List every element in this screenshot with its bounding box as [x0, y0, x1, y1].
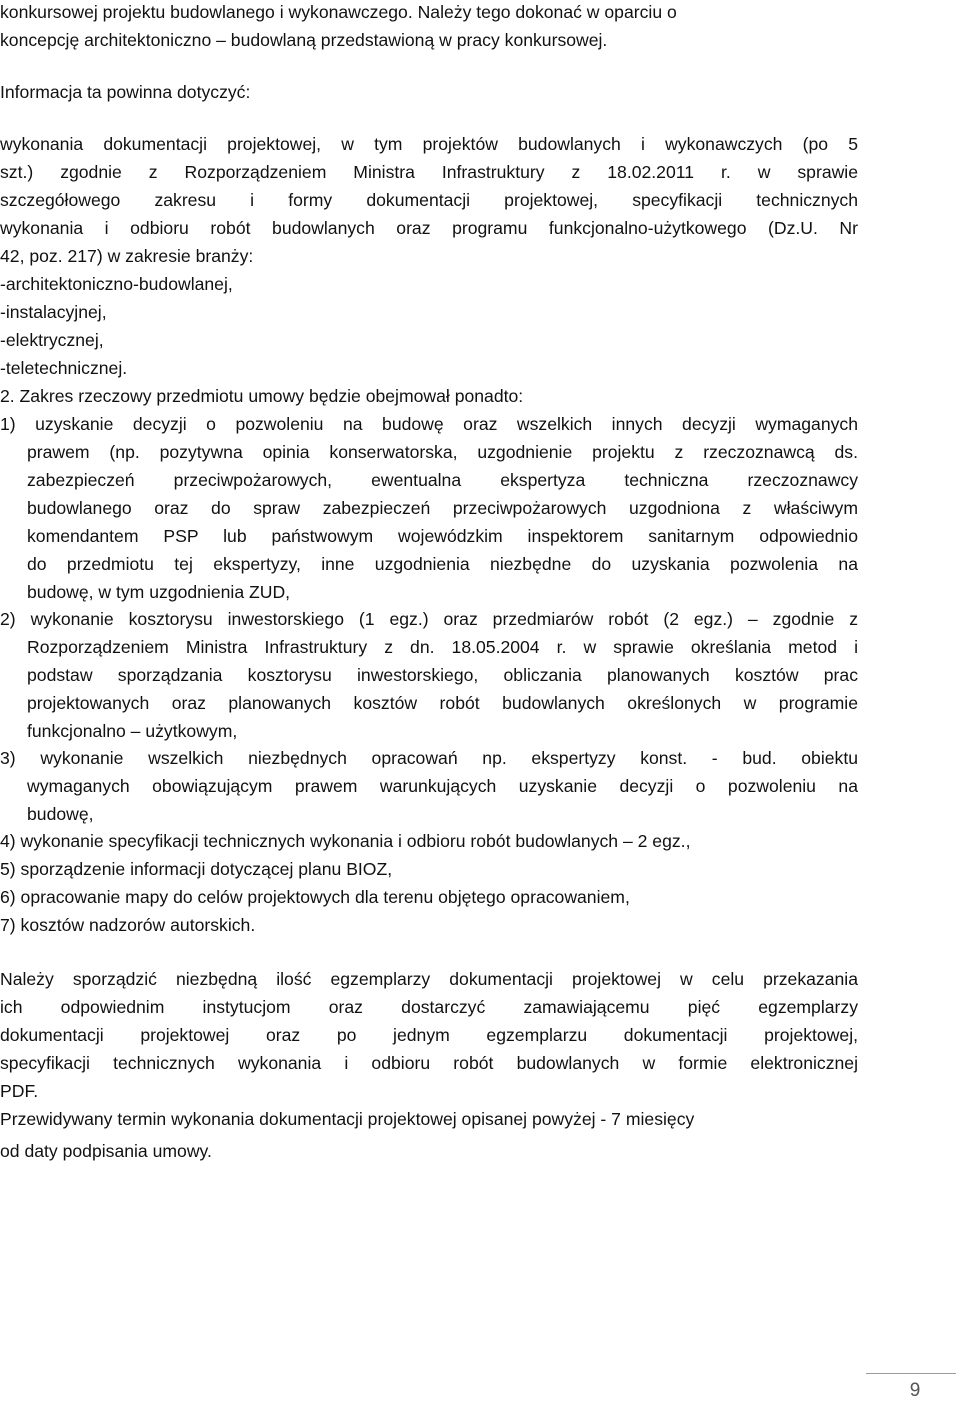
text-line: budowlanego oraz do spraw zabezpieczeń przeciwpożarowych uzgodniona z właściwym	[27, 498, 858, 518]
text-line: Należy sporządzić niezbędną ilość egzemplarzy dokumentacji projektowej w celu przekazania	[0, 969, 858, 989]
text-line: do przedmiotu tej ekspertyzy, inne uzgodnienia niezbędne do uzyskania pozwolenia na	[27, 554, 858, 574]
text-line: budowę,	[27, 804, 94, 824]
text-line: szt.) zgodnie z Rozporządzeniem Ministra Infrastruktury z 18.02.2011 r. w sprawie	[0, 162, 858, 182]
text-line: podstaw sporządzania kosztorysu inwestorskiego, obliczania planowanych kosztów prac	[27, 665, 858, 685]
list-item: -teletechnicznej.	[0, 358, 128, 378]
text-line: szczegółowego zakresu i formy dokumentacji projektowej, specyfikacji technicznych	[0, 190, 858, 210]
list-item: -instalacyjnej,	[0, 302, 107, 322]
text-line: 3) wykonanie wszelkich niezbędnych opracowań np. ekspertyzy konst. - bud. obiektu	[0, 748, 858, 768]
text-line: funkcjonalno – użytkowym,	[27, 721, 238, 741]
text-line: dokumentacji projektowej oraz po jednym egzemplarzu dokumentacji projektowej,	[0, 1025, 858, 1045]
text-line: prawem (np. pozytywna opinia konserwatorska, uzgodnienie projektu z rzeczoznawcą ds.	[27, 442, 858, 462]
list-item: 7) kosztów nadzorów autorskich.	[0, 915, 256, 935]
text-line: 2) wykonanie kosztorysu inwestorskiego (1 egz.) oraz przedmiarów robót (2 egz.) – zgodnie z	[0, 609, 858, 629]
text-line: wykonania dokumentacji projektowej, w tym projektów budowlanych i wykonawczych (po 5	[0, 134, 858, 154]
footer-rule	[866, 1373, 956, 1374]
text-line: wymaganych obowiązującym prawem warunkujących uzyskanie decyzji o pozwoleniu na	[27, 776, 858, 796]
list-item: 6) opracowanie mapy do celów projektowych dla terenu objętego opracowaniem,	[0, 887, 630, 907]
text-line: zabezpieczeń przeciwpożarowych, ewentualna ekspertyza techniczna rzeczoznawcy	[27, 470, 858, 490]
text-line: od daty podpisania umowy.	[0, 1141, 212, 1161]
text-line: specyfikacji technicznych wykonania i odbioru robót budowlanych w formie elektronicznej	[0, 1053, 858, 1073]
text-line: ich odpowiednim instytucjom oraz dostarczyć zamawiającemu pięć egzemplarzy	[0, 997, 858, 1017]
text-line: konkursowej projektu budowlanego i wykonawczego. Należy tego dokonać w oparciu o	[0, 2, 677, 22]
text-line: komendantem PSP lub państwowym wojewódzkim inspektorem sanitarnym odpowiednio	[27, 526, 858, 546]
text-line: koncepcję architektoniczno – budowlaną przedstawioną w pracy konkursowej.	[0, 30, 608, 50]
text-line: wykonania i odbioru robót budowlanych oraz programu funkcjonalno-użytkowego (Dz.U. Nr	[0, 218, 858, 238]
list-item: -elektrycznej,	[0, 330, 104, 350]
text-line: budowę, w tym uzgodnienia ZUD,	[27, 582, 291, 602]
text-line: 42, poz. 217) w zakresie branży:	[0, 246, 254, 266]
section-heading: 2. Zakres rzeczowy przedmiotu umowy będzie obejmował ponadto:	[0, 386, 524, 406]
list-item: -architektoniczno-budowlanej,	[0, 274, 233, 294]
text-line: PDF.	[0, 1081, 39, 1101]
text-line: Rozporządzeniem Ministra Infrastruktury z dn. 18.05.2004 r. w sprawie określania metod i	[27, 637, 858, 657]
list-item: 4) wykonanie specyfikacji technicznych wykonania i odbioru robót budowlanych – 2 egz.,	[0, 831, 691, 851]
list-item: 5) sporządzenie informacji dotyczącej planu BIOZ,	[0, 859, 393, 879]
page-number: 9	[909, 1380, 921, 1401]
text-line: 1) uzyskanie decyzji o pozwoleniu na budowę oraz wszelkich innych decyzji wymaganych	[0, 414, 858, 434]
text-line: Informacja ta powinna dotyczyć:	[0, 82, 251, 102]
text-line: Przewidywany termin wykonania dokumentacji projektowej opisanej powyżej - 7 miesięcy	[0, 1109, 695, 1129]
text-line: projektowanych oraz planowanych kosztów robót budowlanych określonych w programie	[27, 693, 858, 713]
